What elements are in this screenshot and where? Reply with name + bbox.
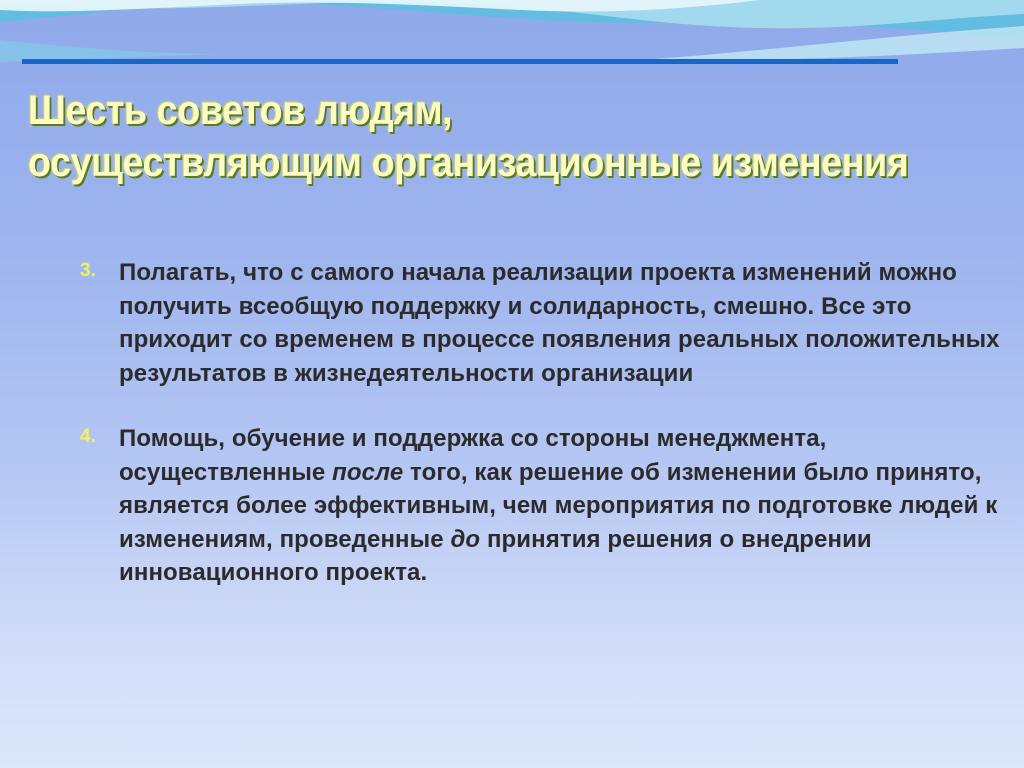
advice-text: Полагать, что с самого начала реализации проекта изменений можно получить всеобщую поддержку и солидарность, смешно. Все это приходит со временем в процессе появления реальных положительных результатов в жизнедеятельности организации	[119, 259, 1000, 387]
advice-text-segment: принятия решения о внедрении инновационного проекта.	[119, 525, 872, 586]
slide-title-line-1: Шесть советов людям,	[28, 87, 453, 133]
emphasis-before: до	[450, 525, 481, 553]
advice-text	[119, 422, 1000, 590]
emphasis-after: после	[332, 458, 404, 486]
advice-item-3	[80, 256, 1000, 390]
advice-number: 3.	[80, 260, 96, 281]
advice-text-segment: Помощь, обучение и поддержка со стороны менеджмента, осуществленные	[119, 425, 827, 486]
advice-number: 4.	[80, 426, 96, 447]
slide-title	[28, 84, 939, 188]
top-divider-rule	[22, 59, 898, 64]
advice-text-segment: того, как решение об изменении было принято, является более эффективным, чем мероприятия по подготовке людей к изменениям, проведенные	[119, 458, 998, 553]
advice-list	[80, 256, 1000, 622]
advice-item-4	[80, 422, 1000, 590]
slide-title-line-2: осуществляющим организационные изменения	[28, 139, 909, 185]
